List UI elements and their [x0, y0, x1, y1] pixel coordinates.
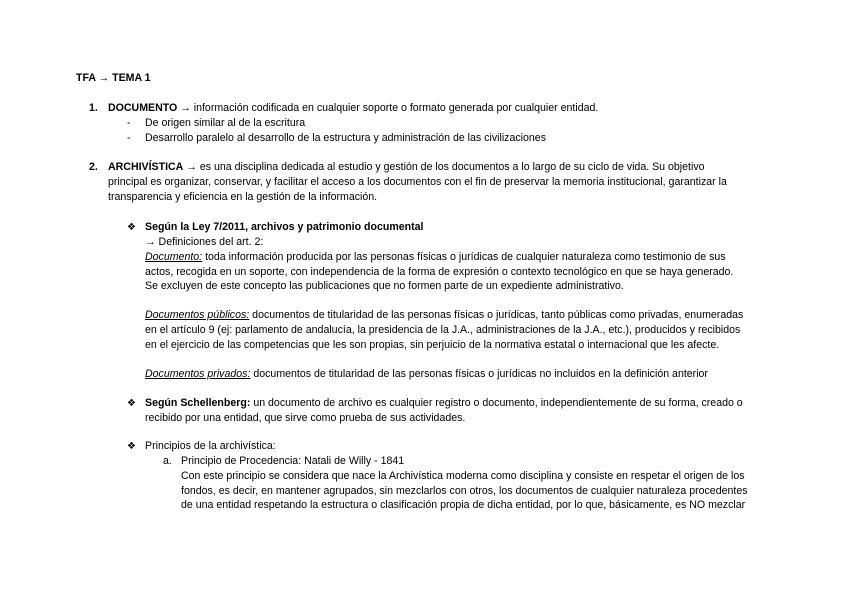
definition-line: Se excluyen de este concepto las publicaciones que no formen parte de un expediente administrativo.: [145, 280, 624, 292]
schellenberg-definition: Según Schellenberg: un documento de archivo es cualquier registro o documento, independientemente de su forma, creado o: [145, 397, 743, 409]
list-item: De origen similar al de la escritura: [145, 117, 306, 129]
dash-bullet: -: [127, 117, 131, 129]
definition-line: en el ejercicio de las competencias que les son propias, sin perjuicio de la normativa estatal o internacional que les afecte.: [145, 339, 720, 351]
term-archivistica: ARCHIVÍSTICA: [108, 161, 184, 173]
publicos-label: Documentos públicos:: [145, 309, 250, 321]
ley-heading: Según la Ley 7/2011, archivos y patrimonio documental: [145, 221, 424, 233]
definition-line: Con este principio se considera que nace la Archivística moderna como disciplina y consiste en respetar el origen de los: [181, 470, 745, 482]
diamond-bullet-icon: ❖: [127, 398, 136, 409]
item-documento: [108, 101, 598, 116]
list-item: Desarrollo paralelo al desarrollo de la estructura y administración de las civilizaciones: [145, 132, 546, 144]
definition-line: actos, recogida en un soporte, con independencia de la forma de expresión o contexto tecnológico en que se haya generado.: [145, 266, 734, 278]
definition-documento: → información codificada en cualquier soporte o formato generada por cualquier entidad.: [177, 102, 599, 114]
ley-subheading: → Definiciones del art. 2:: [145, 236, 264, 248]
diamond-bullet-icon: ❖: [127, 222, 136, 233]
page-title: TFA → TEMA 1: [76, 72, 151, 84]
list-number-2: 2.: [89, 161, 98, 173]
schellenberg-label: Según Schellenberg:: [145, 397, 251, 409]
definition-line: transparencia y eficiencia en la gestión de la información.: [108, 191, 378, 203]
definition-line: principal es organizar, conservar, y facilitar el acceso a los documentos con el fin de preservar la memoria institucional, garantizar la: [108, 176, 727, 188]
publicos-definition: Documentos públicos: documentos de titularidad de las personas físicas o jurídicas, tanto públicas como privadas, enumeradas: [145, 309, 744, 321]
diamond-bullet-icon: ❖: [127, 441, 136, 452]
privados-definition: Documentos privados: documentos de titularidad de las personas físicas o jurídicas no incluidos en la definición anterior: [145, 368, 708, 380]
definition-line: en el artículo 9 (ej: parlamento de andalucía, la presidencia de la J.A., administraciones de la J.A., etc.), producidos y recibidos: [145, 324, 741, 336]
dash-bullet: -: [127, 132, 131, 144]
definition-line: de una entidad respetando la estructura o clasificación propia de dicha entidad, por lo que, básicamente, es NO mezclar: [181, 499, 746, 511]
documento-label: Documento:: [145, 251, 203, 263]
definition-line: recibido por una entidad, que sirve como prueba de sus actividades.: [145, 412, 466, 424]
documento-definition: Documento: toda información producida por las personas físicas o jurídicas de cualquier naturaleza como testimonio de sus: [145, 251, 726, 263]
principio-procedencia-heading: Principio de Procedencia: Natali de Willy - 1841: [181, 455, 405, 467]
term-documento: DOCUMENTO: [108, 102, 178, 114]
item-archivistica: [108, 160, 705, 175]
principios-heading: Principios de la archivística:: [145, 440, 276, 452]
definition-line: fondos, es decir, en mantener agrupados, sin mezclarlos con otros, los documentos de cualquier naturaleza procedentes: [181, 485, 748, 497]
list-number-1: 1.: [89, 102, 98, 114]
letter-marker: a.: [163, 455, 172, 467]
privados-label: Documentos privados:: [145, 368, 251, 380]
definition-line: → es una disciplina dedicada al estudio y gestión de los documentos a lo largo de su ciclo de vida. Su objetivo: [183, 161, 705, 173]
